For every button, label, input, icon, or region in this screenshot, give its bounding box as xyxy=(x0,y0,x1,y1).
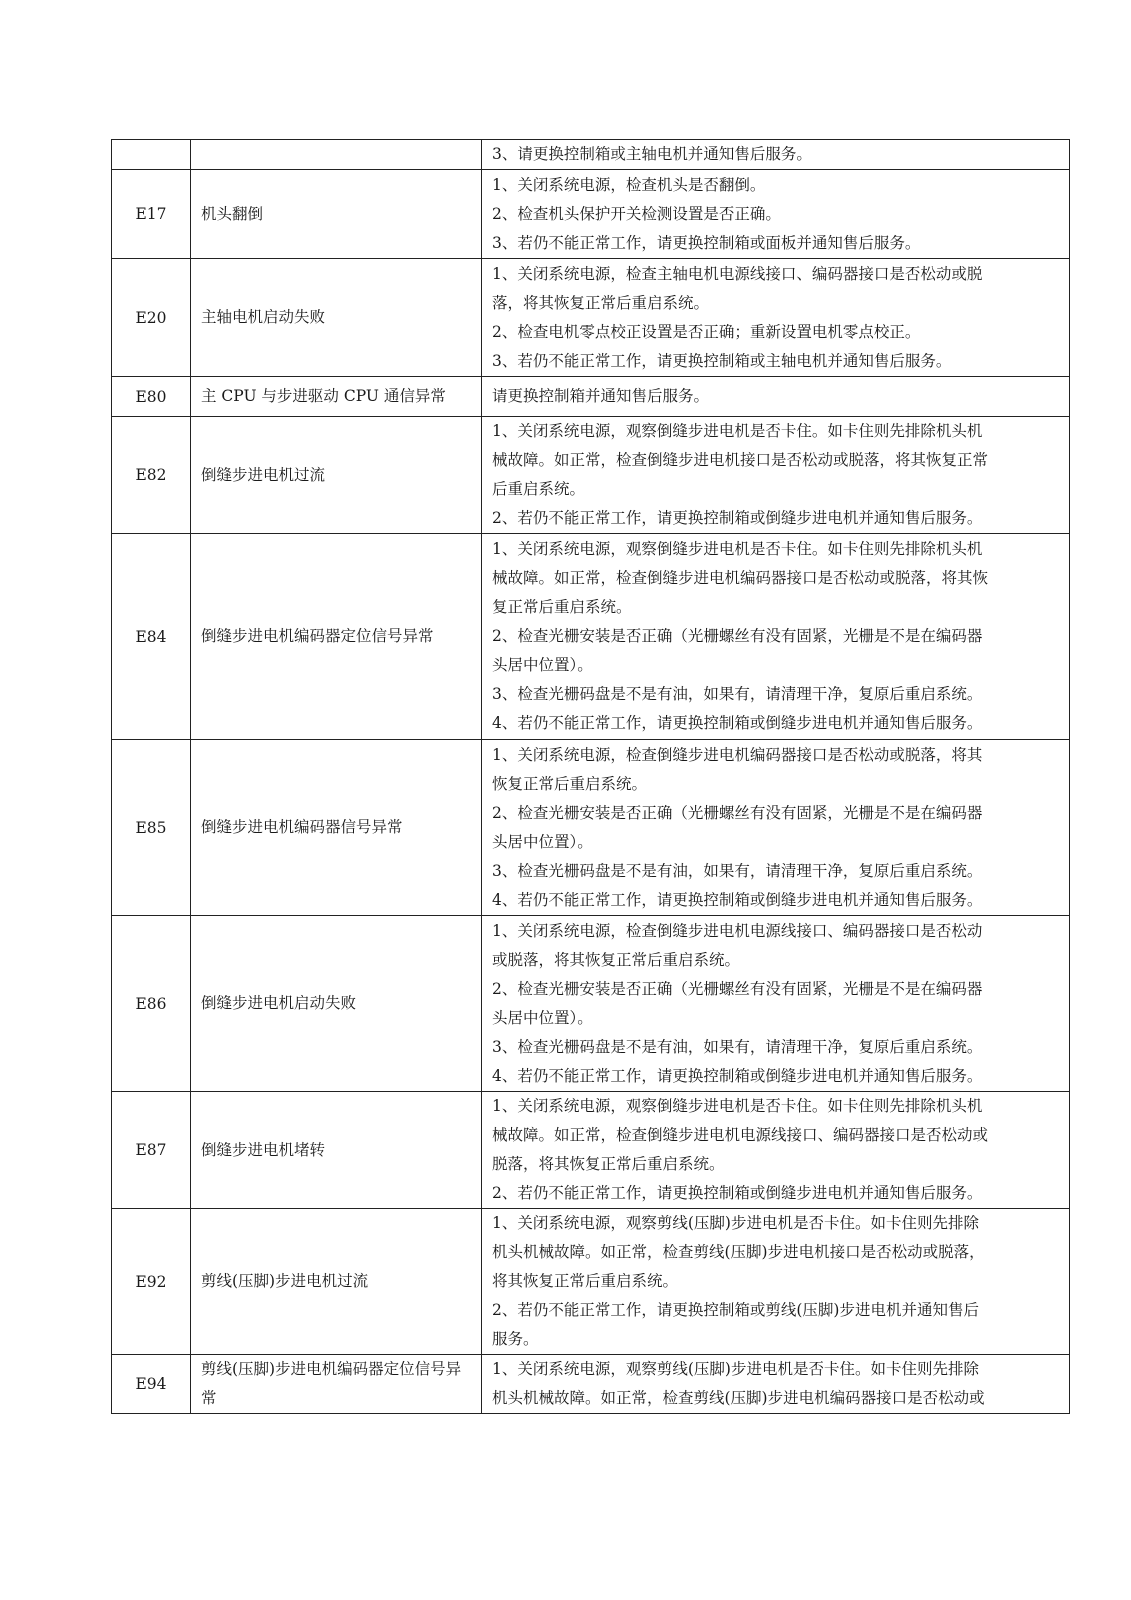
solution-line: 2、检查电机零点校正设置是否正确；重新设置电机零点校正。 xyxy=(492,322,921,341)
solution-line: 机头机械故障。如正常，检查剪线(压脚)步进电机接口是否松动或脱落， xyxy=(492,1243,985,1261)
solution-line: 或脱落，将其恢复正常后重启系统。 xyxy=(492,950,741,969)
solution-line: 3、检查光栅码盘是不是有油，如果有，请清理干净，复原后重启系统。 xyxy=(492,1037,983,1056)
solution-cell xyxy=(482,259,1070,377)
error-code-cell: E86 xyxy=(112,916,191,1092)
solution-line: 2、检查光栅安装是否正确（光栅螺丝有没有固紧，光栅是不是在编码器 xyxy=(492,803,983,822)
solution-line: 落，将其恢复正常后重启系统。 xyxy=(492,293,710,312)
solution-line: 1、关闭系统电源，检查机头是否翻倒。 xyxy=(492,175,766,194)
fault-description-cell: 主 CPU 与步进驱动 CPU 通信异常 xyxy=(191,377,482,417)
solution-line: 械故障。如正常，检查倒缝步进电机编码器接口是否松动或脱落，将其恢 xyxy=(492,569,989,587)
fault-description-cell: 主轴电机启动失败 xyxy=(191,259,482,377)
table-row xyxy=(112,377,1070,417)
solution-line: 头居中位置）。 xyxy=(492,832,593,851)
solution-line: 2、检查光栅安装是否正确（光栅螺丝有没有固紧，光栅是不是在编码器 xyxy=(492,979,983,998)
solution-line: 3、检查光栅码盘是不是有油，如果有，请清理干净，复原后重启系统。 xyxy=(492,685,983,703)
solution-line: 1、关闭系统电源，观察倒缝步进电机是否卡住。如卡住则先排除机头机 xyxy=(492,422,983,440)
solution-cell xyxy=(482,1209,1070,1355)
solution-cell xyxy=(482,377,1070,417)
solution-line: 2、若仍不能正常工作，请更换控制箱或剪线(压脚)步进电机并通知售后 xyxy=(492,1301,979,1319)
error-code-cell: E84 xyxy=(112,534,191,740)
solution-line: 1、关闭系统电源，检查倒缝步进电机编码器接口是否松动或脱落，将其 xyxy=(492,745,983,764)
error-code-cell xyxy=(112,140,191,170)
fault-description-cell: 倒缝步进电机编码器信号异常 xyxy=(191,740,482,916)
solution-line: 服务。 xyxy=(492,1330,539,1348)
table-row xyxy=(112,170,1070,259)
error-code-cell: E20 xyxy=(112,259,191,377)
table-row xyxy=(112,259,1070,377)
error-code-cell: E82 xyxy=(112,417,191,534)
solution-line: 3、若仍不能正常工作，请更换控制箱或主轴电机并通知售后服务。 xyxy=(492,351,952,370)
table-row xyxy=(112,534,1070,740)
fault-table-body xyxy=(112,140,1070,1414)
solution-cell xyxy=(482,1092,1070,1209)
fault-description-cell: 倒缝步进电机过流 xyxy=(191,417,482,534)
solution-line: 2、若仍不能正常工作，请更换控制箱或倒缝步进电机并通知售后服务。 xyxy=(492,509,983,527)
solution-cell xyxy=(482,740,1070,916)
solution-line: 1、关闭系统电源，观察倒缝步进电机是否卡住。如卡住则先排除机头机 xyxy=(492,1097,983,1115)
error-code-cell: E92 xyxy=(112,1209,191,1355)
solution-line: 头居中位置）。 xyxy=(492,1008,593,1027)
fault-description-cell: 剪线(压脚)步进电机过流 xyxy=(191,1209,482,1355)
table-row xyxy=(112,1355,1070,1414)
solution-line: 将其恢复正常后重启系统。 xyxy=(492,1272,679,1290)
solution-line: 2、若仍不能正常工作，请更换控制箱或倒缝步进电机并通知售后服务。 xyxy=(492,1184,983,1202)
solution-line: 脱落，将其恢复正常后重启系统。 xyxy=(492,1155,725,1173)
fault-description-cell: 倒缝步进电机堵转 xyxy=(191,1092,482,1209)
fault-code-table xyxy=(111,139,1070,1414)
solution-line: 3、若仍不能正常工作，请更换控制箱或面板并通知售后服务。 xyxy=(492,233,921,252)
solution-cell xyxy=(482,916,1070,1092)
error-code-cell: E17 xyxy=(112,170,191,259)
solution-line: 4、若仍不能正常工作，请更换控制箱或倒缝步进电机并通知售后服务。 xyxy=(492,890,983,909)
solution-cell xyxy=(482,1355,1070,1414)
solution-line: 1、关闭系统电源，检查主轴电机电源线接口、编码器接口是否松动或脱 xyxy=(492,264,983,283)
table-row xyxy=(112,916,1070,1092)
solution-line: 请更换控制箱并通知售后服务。 xyxy=(492,387,710,405)
table-row xyxy=(112,1092,1070,1209)
solution-cell xyxy=(482,417,1070,534)
solution-line: 机头机械故障。如正常，检查剪线(压脚)步进电机编码器接口是否松动或 xyxy=(492,1389,985,1407)
solution-line: 2、检查机头保护开关检测设置是否正确。 xyxy=(492,204,781,223)
solution-line: 恢复正常后重启系统。 xyxy=(492,774,648,793)
solution-line: 3、检查光栅码盘是不是有油，如果有，请清理干净，复原后重启系统。 xyxy=(492,861,983,880)
solution-line: 4、若仍不能正常工作，请更换控制箱或倒缝步进电机并通知售后服务。 xyxy=(492,1066,983,1085)
solution-line: 后重启系统。 xyxy=(492,480,586,498)
solution-line: 复正常后重启系统。 xyxy=(492,598,632,616)
table-row xyxy=(112,140,1070,170)
error-code-cell: E85 xyxy=(112,740,191,916)
error-code-cell: E87 xyxy=(112,1092,191,1209)
solution-line: 械故障。如正常，检查倒缝步进电机电源线接口、编码器接口是否松动或 xyxy=(492,1126,989,1144)
solution-cell xyxy=(482,170,1070,259)
solution-line: 1、关闭系统电源，观察剪线(压脚)步进电机是否卡住。如卡住则先排除 xyxy=(492,1360,979,1378)
fault-description-cell: 剪线(压脚)步进电机编码器定位信号异常 xyxy=(191,1355,482,1414)
table-row xyxy=(112,417,1070,534)
solution-line: 1、关闭系统电源，检查倒缝步进电机电源线接口、编码器接口是否松动 xyxy=(492,921,983,940)
solution-line: 3、请更换控制箱或主轴电机并通知售后服务。 xyxy=(492,145,812,163)
error-code-cell: E94 xyxy=(112,1355,191,1414)
solution-cell xyxy=(482,140,1070,170)
solution-line: 4、若仍不能正常工作，请更换控制箱或倒缝步进电机并通知售后服务。 xyxy=(492,714,983,732)
solution-cell xyxy=(482,534,1070,740)
solution-line: 1、关闭系统电源，观察倒缝步进电机是否卡住。如卡住则先排除机头机 xyxy=(492,540,983,558)
fault-description-cell: 倒缝步进电机启动失败 xyxy=(191,916,482,1092)
solution-line: 1、关闭系统电源，观察剪线(压脚)步进电机是否卡住。如卡住则先排除 xyxy=(492,1214,979,1232)
table-row xyxy=(112,740,1070,916)
solution-line: 械故障。如正常，检查倒缝步进电机接口是否松动或脱落，将其恢复正常 xyxy=(492,451,989,469)
table-row xyxy=(112,1209,1070,1355)
fault-description-cell: 倒缝步进电机编码器定位信号异常 xyxy=(191,534,482,740)
solution-line: 2、检查光栅安装是否正确（光栅螺丝有没有固紧，光栅是不是在编码器 xyxy=(492,627,983,645)
fault-description-cell: 机头翻倒 xyxy=(191,170,482,259)
solution-line: 头居中位置）。 xyxy=(492,656,593,674)
fault-description-cell xyxy=(191,140,482,170)
error-code-cell: E80 xyxy=(112,377,191,417)
